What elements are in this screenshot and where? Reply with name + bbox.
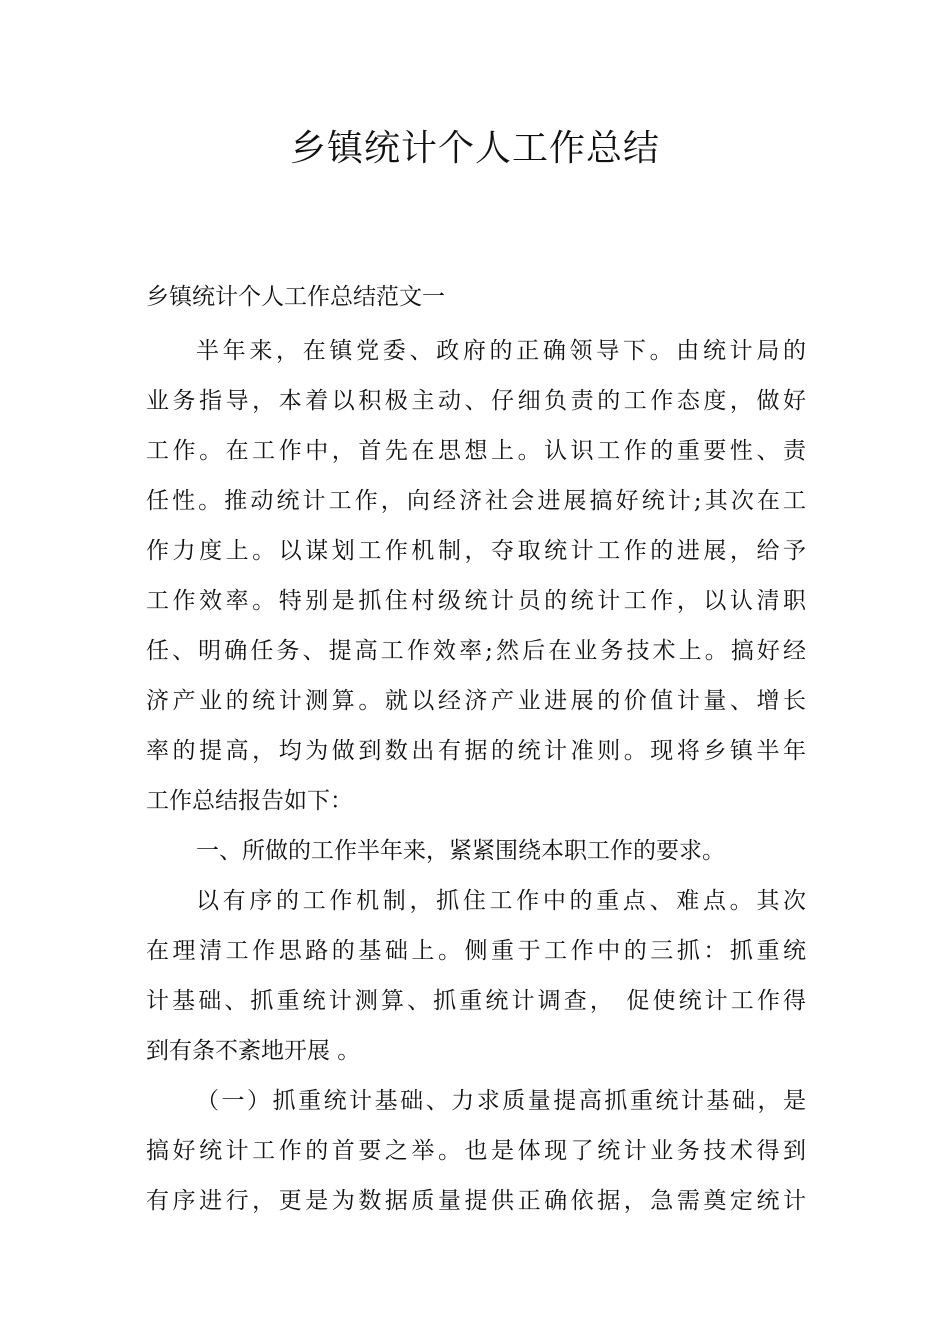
paragraph-line: 到有条不紊地开展 。 <box>146 1038 361 1064</box>
paragraph-line: 在理清工作思路的基础上。侧重于工作中的三抓：抓重统 <box>146 938 806 964</box>
document-subtitle: 乡镇统计个人工作总结范文一 <box>146 284 445 310</box>
paragraph-line: 半年来，在镇党委、政府的正确领导下。由统计局的 <box>196 338 806 364</box>
paragraph-3 <box>146 876 806 1076</box>
document-title: 乡镇统计个人工作总结 <box>289 128 660 169</box>
paragraph-line: 工作总结报告如下： <box>146 788 353 814</box>
paragraph-line: 作力度上。以谋划工作机制，夺取统计工作的进展，给予 <box>146 538 806 564</box>
paragraph-line: 率的提高，均为做到数出有据的统计准则。现将乡镇半年 <box>146 738 806 764</box>
paragraph-line: 任性。推动统计工作，向经济社会进展搞好统计;其次在工 <box>146 488 806 514</box>
paragraph-line: 有序进行，更是为数据质量提供正确依据，急需奠定统计 <box>146 1188 806 1214</box>
paragraph-line: 一、所做的工作半年来，紧紧围绕本职工作的要求。 <box>196 838 725 864</box>
document-body <box>146 272 806 1226</box>
paragraph-line: 济产业的统计测算。就以经济产业进展的价值计量、增长 <box>146 688 806 714</box>
paragraph-2 <box>146 826 806 876</box>
paragraph-1 <box>146 326 806 826</box>
paragraph-line: 以有序的工作机制，抓住工作中的重点、难点。其次 <box>196 888 806 914</box>
paragraph-4 <box>146 1076 806 1226</box>
paragraph-line: 计基础、抓重统计测算、抓重统计调查， 促使统计工作得 <box>146 988 806 1014</box>
paragraph-line: 工作。在工作中，首先在思想上。认识工作的重要性、责 <box>146 438 806 464</box>
paragraph-line: 搞好统计工作的首要之举。也是体现了统计业务技术得到 <box>146 1138 806 1164</box>
paragraph-line: 任、明确任务、提高工作效率;然后在业务技术上。搞好经 <box>146 638 806 664</box>
paragraph-line: 业务指导，本着以积极主动、仔细负责的工作态度，做好 <box>146 388 806 414</box>
paragraph-line: 工作效率。特别是抓住村级统计员的统计工作，以认清职 <box>146 588 806 614</box>
paragraph-line: （一）抓重统计基础、力求质量提高抓重统计基础，是 <box>196 1088 806 1114</box>
